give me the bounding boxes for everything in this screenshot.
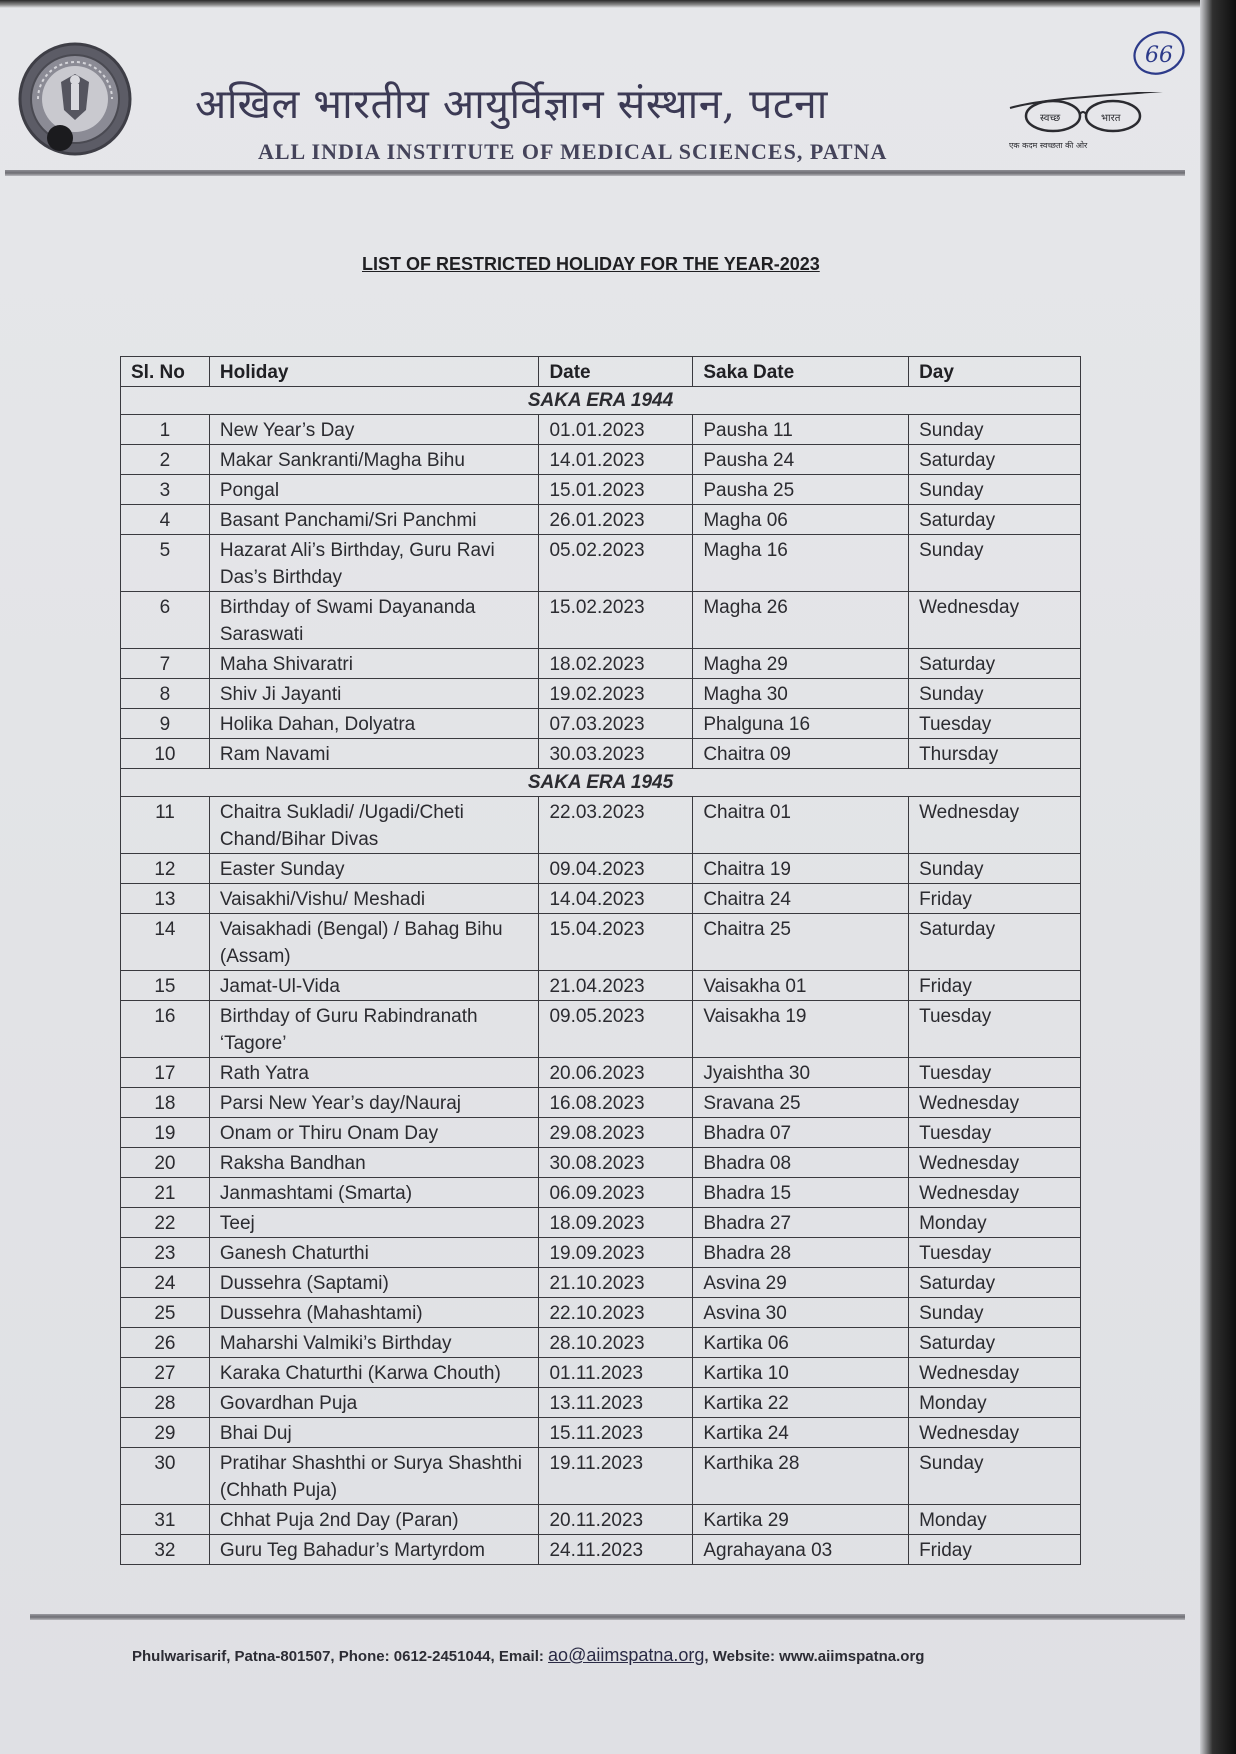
row-holiday: Karaka Chaturthi (Karwa Chouth) bbox=[209, 1358, 539, 1388]
row-date: 28.10.2023 bbox=[539, 1328, 693, 1358]
row-sl-no: 20 bbox=[121, 1148, 210, 1178]
row-day: Monday bbox=[909, 1208, 1081, 1238]
row-date: 13.11.2023 bbox=[539, 1388, 693, 1418]
row-date: 15.02.2023 bbox=[539, 592, 693, 649]
row-date: 18.02.2023 bbox=[539, 649, 693, 679]
row-saka-date: Agrahayana 03 bbox=[693, 1535, 909, 1565]
row-sl-no: 5 bbox=[121, 535, 210, 592]
row-day: Sunday bbox=[909, 854, 1081, 884]
row-date: 18.09.2023 bbox=[539, 1208, 693, 1238]
row-saka-date: Pausha 25 bbox=[693, 475, 909, 505]
row-sl-no: 24 bbox=[121, 1268, 210, 1298]
row-holiday: Dussehra (Mahashtami) bbox=[209, 1298, 539, 1328]
row-saka-date: Pausha 11 bbox=[693, 415, 909, 445]
header-saka-date: Saka Date bbox=[693, 357, 909, 387]
header-day: Day bbox=[909, 357, 1081, 387]
row-day: Tuesday bbox=[909, 709, 1081, 739]
row-day: Wednesday bbox=[909, 592, 1081, 649]
document-title: LIST OF RESTRICTED HOLIDAY FOR THE YEAR-2023 bbox=[362, 254, 820, 274]
row-sl-no: 27 bbox=[121, 1358, 210, 1388]
row-date: 06.09.2023 bbox=[539, 1178, 693, 1208]
row-day: Tuesday bbox=[909, 1238, 1081, 1268]
row-holiday: Chhat Puja 2nd Day (Paran) bbox=[209, 1505, 539, 1535]
row-holiday: Birthday of Guru Rabindranath ‘Tagore’ bbox=[209, 1001, 539, 1058]
table-header-row bbox=[121, 357, 1081, 387]
table-row bbox=[121, 649, 1081, 679]
row-holiday: Teej bbox=[209, 1208, 539, 1238]
header-divider bbox=[5, 170, 1185, 176]
logo-right-lens-text: भारत bbox=[1101, 113, 1121, 124]
row-holiday: Shiv Ji Jayanti bbox=[209, 679, 539, 709]
row-saka-date: Kartika 29 bbox=[693, 1505, 909, 1535]
row-date: 19.02.2023 bbox=[539, 679, 693, 709]
row-sl-no: 1 bbox=[121, 415, 210, 445]
table-row bbox=[121, 1148, 1081, 1178]
row-day: Friday bbox=[909, 1535, 1081, 1565]
row-saka-date: Karthika 28 bbox=[693, 1448, 909, 1505]
row-saka-date: Chaitra 25 bbox=[693, 914, 909, 971]
row-sl-no: 29 bbox=[121, 1418, 210, 1448]
row-date: 24.11.2023 bbox=[539, 1535, 693, 1565]
row-holiday: Rath Yatra bbox=[209, 1058, 539, 1088]
row-sl-no: 30 bbox=[121, 1448, 210, 1505]
table-body bbox=[121, 387, 1081, 1565]
row-day: Saturday bbox=[909, 1328, 1081, 1358]
row-day: Tuesday bbox=[909, 1058, 1081, 1088]
row-saka-date: Bhadra 15 bbox=[693, 1178, 909, 1208]
table-row bbox=[121, 1058, 1081, 1088]
row-holiday: Hazarat Ali’s Birthday, Guru Ravi Das’s Birthday bbox=[209, 535, 539, 592]
table-row bbox=[121, 1448, 1081, 1505]
row-saka-date: Asvina 29 bbox=[693, 1268, 909, 1298]
row-day: Saturday bbox=[909, 445, 1081, 475]
row-sl-no: 17 bbox=[121, 1058, 210, 1088]
row-date: 29.08.2023 bbox=[539, 1118, 693, 1148]
row-day: Sunday bbox=[909, 679, 1081, 709]
table-row bbox=[121, 415, 1081, 445]
row-saka-date: Kartika 06 bbox=[693, 1328, 909, 1358]
row-sl-no: 11 bbox=[121, 797, 210, 854]
table-row bbox=[121, 797, 1081, 854]
row-day: Sunday bbox=[909, 475, 1081, 505]
org-name-english: ALL INDIA INSTITUTE OF MEDICAL SCIENCES, PATNA bbox=[258, 139, 888, 164]
row-date: 07.03.2023 bbox=[539, 709, 693, 739]
row-date: 19.11.2023 bbox=[539, 1448, 693, 1505]
footer-contact bbox=[132, 1645, 1132, 1666]
row-holiday: Easter Sunday bbox=[209, 854, 539, 884]
row-date: 21.04.2023 bbox=[539, 971, 693, 1001]
row-sl-no: 15 bbox=[121, 971, 210, 1001]
row-holiday: New Year’s Day bbox=[209, 415, 539, 445]
row-saka-date: Magha 16 bbox=[693, 535, 909, 592]
row-day: Sunday bbox=[909, 415, 1081, 445]
table-row bbox=[121, 1328, 1081, 1358]
row-sl-no: 6 bbox=[121, 592, 210, 649]
row-sl-no: 18 bbox=[121, 1088, 210, 1118]
table-row bbox=[121, 475, 1081, 505]
table-row bbox=[121, 884, 1081, 914]
table-row bbox=[121, 1535, 1081, 1565]
row-saka-date: Bhadra 27 bbox=[693, 1208, 909, 1238]
row-saka-date: Kartika 22 bbox=[693, 1388, 909, 1418]
row-holiday: Holika Dahan, Dolyatra bbox=[209, 709, 539, 739]
row-holiday: Birthday of Swami Dayananda Saraswati bbox=[209, 592, 539, 649]
footer-website-label: , Website: bbox=[704, 1648, 780, 1665]
table-row bbox=[121, 1208, 1081, 1238]
page-number-text: 66 bbox=[1145, 43, 1173, 68]
row-date: 22.03.2023 bbox=[539, 797, 693, 854]
row-saka-date: Chaitra 01 bbox=[693, 797, 909, 854]
footer-website-link[interactable]: www.aiimspatna.org bbox=[779, 1648, 925, 1665]
table-row bbox=[121, 445, 1081, 475]
row-sl-no: 31 bbox=[121, 1505, 210, 1535]
row-holiday: Ram Navami bbox=[209, 739, 539, 769]
row-date: 19.09.2023 bbox=[539, 1238, 693, 1268]
row-day: Friday bbox=[909, 884, 1081, 914]
table-row bbox=[121, 592, 1081, 649]
row-holiday: Maha Shivaratri bbox=[209, 649, 539, 679]
era-row bbox=[121, 387, 1081, 415]
scan-top-edge bbox=[0, 0, 1236, 8]
row-holiday: Raksha Bandhan bbox=[209, 1148, 539, 1178]
row-sl-no: 19 bbox=[121, 1118, 210, 1148]
row-holiday: Ganesh Chaturthi bbox=[209, 1238, 539, 1268]
row-sl-no: 8 bbox=[121, 679, 210, 709]
table-row bbox=[121, 1178, 1081, 1208]
row-saka-date: Magha 29 bbox=[693, 649, 909, 679]
row-holiday: Bhai Duj bbox=[209, 1418, 539, 1448]
row-day: Monday bbox=[909, 1505, 1081, 1535]
header-holiday: Holiday bbox=[209, 357, 539, 387]
row-holiday: Govardhan Puja bbox=[209, 1388, 539, 1418]
row-date: 15.11.2023 bbox=[539, 1418, 693, 1448]
row-saka-date: Chaitra 19 bbox=[693, 854, 909, 884]
table-row bbox=[121, 1358, 1081, 1388]
row-holiday: Onam or Thiru Onam Day bbox=[209, 1118, 539, 1148]
table-row bbox=[121, 679, 1081, 709]
row-saka-date: Bhadra 08 bbox=[693, 1148, 909, 1178]
row-date: 01.11.2023 bbox=[539, 1358, 693, 1388]
row-saka-date: Magha 30 bbox=[693, 679, 909, 709]
row-sl-no: 7 bbox=[121, 649, 210, 679]
row-sl-no: 2 bbox=[121, 445, 210, 475]
row-date: 16.08.2023 bbox=[539, 1088, 693, 1118]
row-date: 20.11.2023 bbox=[539, 1505, 693, 1535]
row-date: 21.10.2023 bbox=[539, 1268, 693, 1298]
row-day: Sunday bbox=[909, 535, 1081, 592]
aiims-emblem-icon bbox=[16, 40, 134, 158]
row-saka-date: Pausha 24 bbox=[693, 445, 909, 475]
table-row bbox=[121, 1088, 1081, 1118]
row-date: 30.03.2023 bbox=[539, 739, 693, 769]
row-sl-no: 22 bbox=[121, 1208, 210, 1238]
table-row bbox=[121, 971, 1081, 1001]
row-saka-date: Bhadra 07 bbox=[693, 1118, 909, 1148]
row-holiday: Guru Teg Bahadur’s Martyrdom bbox=[209, 1535, 539, 1565]
era-label: SAKA ERA 1945 bbox=[121, 769, 1081, 797]
row-holiday: Pongal bbox=[209, 475, 539, 505]
row-day: Wednesday bbox=[909, 1148, 1081, 1178]
row-day: Sunday bbox=[909, 1298, 1081, 1328]
row-date: 14.01.2023 bbox=[539, 445, 693, 475]
row-saka-date: Asvina 30 bbox=[693, 1298, 909, 1328]
row-date: 14.04.2023 bbox=[539, 884, 693, 914]
table-row bbox=[121, 1418, 1081, 1448]
row-day: Saturday bbox=[909, 505, 1081, 535]
row-date: 15.01.2023 bbox=[539, 475, 693, 505]
row-date: 26.01.2023 bbox=[539, 505, 693, 535]
row-sl-no: 3 bbox=[121, 475, 210, 505]
row-saka-date: Bhadra 28 bbox=[693, 1238, 909, 1268]
row-date: 30.08.2023 bbox=[539, 1148, 693, 1178]
table-row bbox=[121, 914, 1081, 971]
row-sl-no: 16 bbox=[121, 1001, 210, 1058]
era-row bbox=[121, 769, 1081, 797]
row-day: Sunday bbox=[909, 1448, 1081, 1505]
row-holiday: Chaitra Sukladi/ /Ugadi/Cheti Chand/Bihar Divas bbox=[209, 797, 539, 854]
row-day: Wednesday bbox=[909, 1178, 1081, 1208]
row-saka-date: Phalguna 16 bbox=[693, 709, 909, 739]
row-sl-no: 12 bbox=[121, 854, 210, 884]
row-day: Wednesday bbox=[909, 1418, 1081, 1448]
row-holiday: Janmashtami (Smarta) bbox=[209, 1178, 539, 1208]
row-sl-no: 28 bbox=[121, 1388, 210, 1418]
row-day: Saturday bbox=[909, 914, 1081, 971]
row-day: Saturday bbox=[909, 1268, 1081, 1298]
table-row bbox=[121, 739, 1081, 769]
header-date: Date bbox=[539, 357, 693, 387]
row-saka-date: Kartika 24 bbox=[693, 1418, 909, 1448]
handwritten-page-number bbox=[1128, 25, 1194, 81]
row-date: 09.05.2023 bbox=[539, 1001, 693, 1058]
row-saka-date: Magha 06 bbox=[693, 505, 909, 535]
scan-right-edge bbox=[1200, 0, 1236, 1754]
swachh-bharat-glasses-icon bbox=[1005, 92, 1180, 162]
logo-left-lens-text: स्वच्छ bbox=[1040, 113, 1061, 124]
row-day: Monday bbox=[909, 1388, 1081, 1418]
row-day: Friday bbox=[909, 971, 1081, 1001]
row-day: Tuesday bbox=[909, 1118, 1081, 1148]
footer-divider bbox=[30, 1614, 1185, 1620]
table-row bbox=[121, 535, 1081, 592]
org-name-hindi: अखिल भारतीय आयुर्विज्ञान संस्थान, पटना bbox=[195, 80, 828, 128]
row-day: Wednesday bbox=[909, 797, 1081, 854]
row-sl-no: 10 bbox=[121, 739, 210, 769]
row-sl-no: 9 bbox=[121, 709, 210, 739]
table-row bbox=[121, 1298, 1081, 1328]
row-holiday: Dussehra (Saptami) bbox=[209, 1268, 539, 1298]
footer-email-link[interactable]: ao@aiimspatna.org bbox=[548, 1645, 705, 1665]
row-holiday: Maharshi Valmiki’s Birthday bbox=[209, 1328, 539, 1358]
row-holiday: Parsi New Year’s day/Nauraj bbox=[209, 1088, 539, 1118]
row-sl-no: 26 bbox=[121, 1328, 210, 1358]
row-saka-date: Magha 26 bbox=[693, 592, 909, 649]
row-saka-date: Chaitra 09 bbox=[693, 739, 909, 769]
table-row bbox=[121, 709, 1081, 739]
table-row bbox=[121, 1238, 1081, 1268]
row-day: Wednesday bbox=[909, 1358, 1081, 1388]
row-date: 05.02.2023 bbox=[539, 535, 693, 592]
row-holiday: Makar Sankranti/Magha Bihu bbox=[209, 445, 539, 475]
row-day: Wednesday bbox=[909, 1088, 1081, 1118]
table-row bbox=[121, 1505, 1081, 1535]
row-holiday: Jamat-Ul-Vida bbox=[209, 971, 539, 1001]
row-saka-date: Jyaishtha 30 bbox=[693, 1058, 909, 1088]
table-row bbox=[121, 1118, 1081, 1148]
row-sl-no: 25 bbox=[121, 1298, 210, 1328]
logo-tagline: एक कदम स्वच्छता की ओर bbox=[1009, 141, 1088, 150]
holiday-table bbox=[120, 356, 1081, 1565]
row-day: Saturday bbox=[909, 649, 1081, 679]
row-date: 20.06.2023 bbox=[539, 1058, 693, 1088]
row-saka-date: Vaisakha 19 bbox=[693, 1001, 909, 1058]
row-sl-no: 32 bbox=[121, 1535, 210, 1565]
row-sl-no: 21 bbox=[121, 1178, 210, 1208]
row-saka-date: Chaitra 24 bbox=[693, 884, 909, 914]
row-holiday: Pratihar Shashthi or Surya Shashthi (Chhath Puja) bbox=[209, 1448, 539, 1505]
row-saka-date: Kartika 10 bbox=[693, 1358, 909, 1388]
row-date: 09.04.2023 bbox=[539, 854, 693, 884]
row-saka-date: Vaisakha 01 bbox=[693, 971, 909, 1001]
footer-address: Phulwarisarif, Patna-801507, Phone: 0612-2451044, Email: bbox=[132, 1648, 549, 1665]
table-row bbox=[121, 1388, 1081, 1418]
row-holiday: Basant Panchami/Sri Panchmi bbox=[209, 505, 539, 535]
table-row bbox=[121, 854, 1081, 884]
row-holiday: Vaisakhadi (Bengal) / Bahag Bihu (Assam) bbox=[209, 914, 539, 971]
row-sl-no: 23 bbox=[121, 1238, 210, 1268]
row-saka-date: Sravana 25 bbox=[693, 1088, 909, 1118]
header-sl-no: Sl. No bbox=[121, 357, 210, 387]
row-day: Tuesday bbox=[909, 1001, 1081, 1058]
table-row bbox=[121, 1001, 1081, 1058]
row-sl-no: 14 bbox=[121, 914, 210, 971]
row-date: 15.04.2023 bbox=[539, 914, 693, 971]
era-label: SAKA ERA 1944 bbox=[121, 387, 1081, 415]
row-day: Thursday bbox=[909, 739, 1081, 769]
row-sl-no: 4 bbox=[121, 505, 210, 535]
row-sl-no: 13 bbox=[121, 884, 210, 914]
row-date: 01.01.2023 bbox=[539, 415, 693, 445]
row-holiday: Vaisakhi/Vishu/ Meshadi bbox=[209, 884, 539, 914]
row-date: 22.10.2023 bbox=[539, 1298, 693, 1328]
table-row bbox=[121, 1268, 1081, 1298]
table-row bbox=[121, 505, 1081, 535]
